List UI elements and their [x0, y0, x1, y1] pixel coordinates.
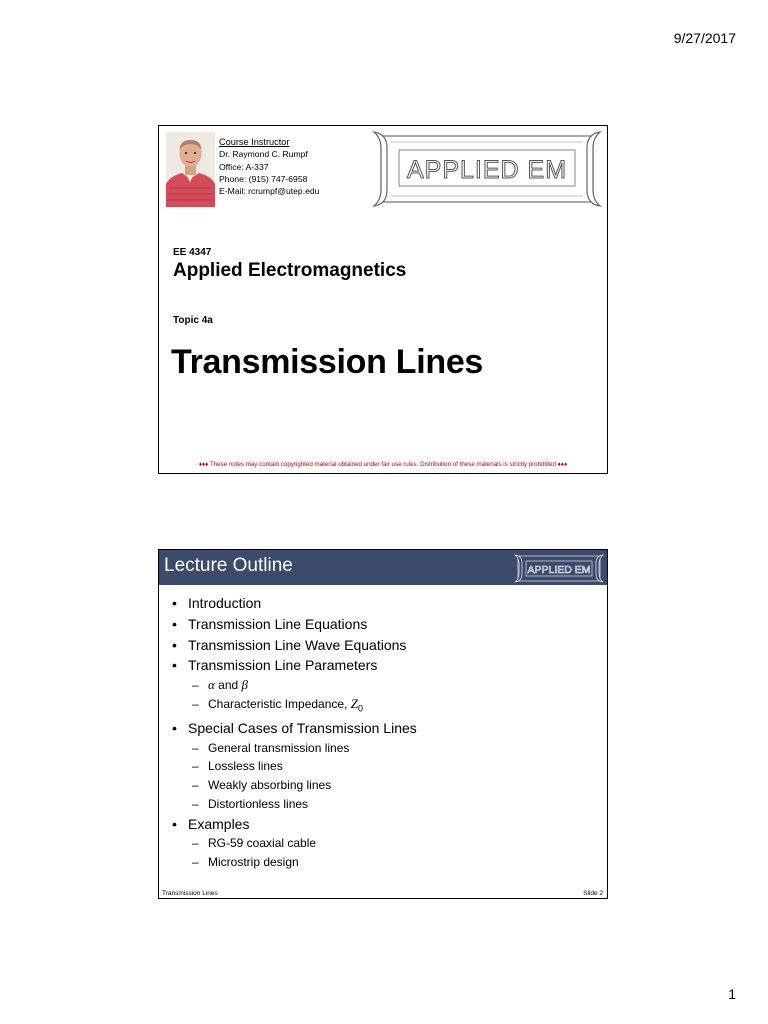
course-name: Applied Electromagnetics — [173, 260, 407, 281]
instructor-office: Office: A-337 — [219, 161, 269, 172]
outline-list — [169, 593, 601, 872]
and-text: and — [214, 678, 242, 693]
outline-subitem: – RG-59 coaxial cable — [169, 834, 601, 853]
outline-item: • Special Cases of Transmission Lines — [169, 718, 601, 739]
slide-title: Transmission Lines — [171, 343, 484, 381]
outline-item: • Transmission Line Equations — [169, 614, 601, 635]
applied-em-logo — [514, 553, 604, 584]
slide-title: Lecture Outline — [164, 555, 293, 576]
outline-subitem: – Microstrip design — [169, 853, 601, 872]
page-date: 9/27/2017 — [673, 30, 736, 46]
slide-footer-title: Transmission Lines — [162, 890, 218, 897]
z-symbol: Z — [350, 695, 358, 711]
copyright-disclaimer: ♦♦♦ These notes may contain copyrighted material obtained under fair use rules. Distribution of these materials is strictly prohibited ♦♦♦ — [198, 461, 568, 468]
instructor-email: E-Mail: rcrumpf@utep.edu — [219, 186, 320, 197]
course-code: EE 4347 — [173, 247, 212, 258]
outline-item: • Introduction — [169, 593, 601, 614]
outline-subitem: – General transmission lines — [169, 739, 601, 758]
slide-number: Slide 2 — [583, 890, 603, 897]
outline-item: • Transmission Line Wave Equations — [169, 635, 601, 656]
svg-text:APPLIED EM: APPLIED EM — [406, 156, 568, 184]
outline-subitem-text: Characteristic Impedance, — [208, 696, 351, 711]
applied-em-logo — [371, 128, 603, 210]
svg-text:APPLIED EM: APPLIED EM — [527, 564, 591, 576]
instructor-heading: Course Instructor — [219, 137, 290, 147]
instructor-info — [219, 136, 319, 197]
outline-item: • Examples — [169, 814, 601, 835]
outline-subitem: – Distortionless lines — [169, 795, 601, 814]
page-number: 1 — [728, 986, 736, 1002]
outline-subitem: – Lossless lines — [169, 757, 601, 776]
outline-subitem — [169, 695, 601, 718]
instructor-phone: Phone: (915) 747-6958 — [219, 173, 308, 184]
alpha-symbol: α — [208, 677, 215, 693]
beta-symbol: β — [241, 677, 249, 693]
instructor-name: Dr. Raymond C. Rumpf — [219, 149, 308, 160]
topic-label: Topic 4a — [173, 315, 213, 326]
title-slide — [158, 125, 608, 474]
title-bar — [159, 550, 607, 585]
z-subscript: 0 — [357, 703, 363, 714]
outline-slide — [158, 549, 608, 899]
outline-subitem: – Weakly absorbing lines — [169, 776, 601, 795]
outline-subitem — [169, 676, 601, 695]
outline-item: • Transmission Line Parameters — [169, 655, 601, 676]
instructor-photo — [166, 132, 215, 207]
